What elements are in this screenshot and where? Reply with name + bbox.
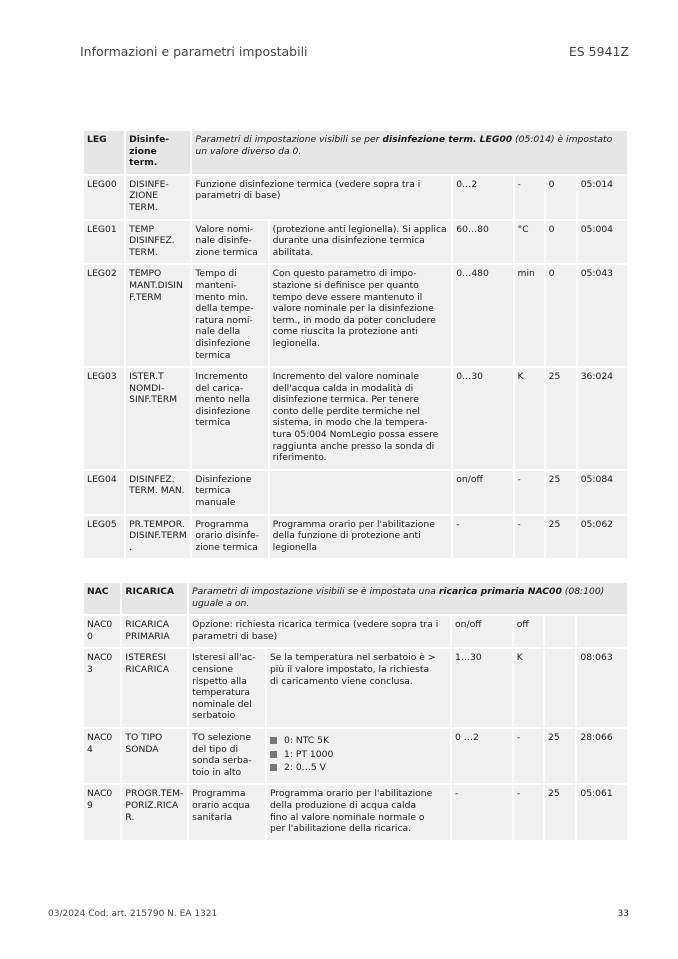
param-range: - <box>453 516 512 559</box>
group-name: Disinfe- zione term. <box>126 131 190 174</box>
table-row <box>84 616 627 647</box>
square-bullet-icon <box>270 751 277 758</box>
param-name: TEMPO MANT.DISIN F.TERM <box>126 265 190 366</box>
param-range: on/off <box>452 616 512 647</box>
param-unit: - <box>514 785 543 839</box>
param-code: LEG00 <box>84 176 124 219</box>
table-row <box>84 265 627 366</box>
param-id <box>577 616 627 647</box>
param-code: NAC04 <box>84 729 120 783</box>
param-unit: K <box>515 368 544 469</box>
table-header-row <box>84 131 627 174</box>
table-row <box>84 785 627 839</box>
param-code: LEG02 <box>84 265 124 366</box>
table-row <box>84 471 627 514</box>
param-id: 05:043 <box>578 265 627 366</box>
param-default: 0 <box>546 176 576 219</box>
param-description: Programma orario per l'abilitazione della funzione di protezione anti legionella <box>270 516 452 559</box>
param-code: LEG01 <box>84 221 124 264</box>
list-item: 2: 0…5 V <box>270 762 447 774</box>
param-unit: K <box>514 649 543 727</box>
group-code: LEG <box>84 131 124 174</box>
param-id: 05:014 <box>578 176 627 219</box>
table-row <box>84 729 627 783</box>
param-code: LEG04 <box>84 471 124 514</box>
param-name: TO TIPO SONDA <box>122 729 187 783</box>
param-description: (protezione anti legionella). Si applica durante una disinfezione termica abilitata. <box>270 221 452 264</box>
param-name: DISINFEZ. TERM. MAN. <box>126 471 190 514</box>
param-name: ISTER.T NOMDI- SINF.TERM <box>126 368 190 469</box>
param-range: 0…30 <box>453 368 512 469</box>
param-short-description: Tempo di manteni- mento min. della tempe- ratura nomi- nale della disinfezione termica <box>192 265 267 366</box>
param-range: 1…30 <box>452 649 512 727</box>
group-code: NAC <box>84 583 120 614</box>
param-unit: - <box>515 471 544 514</box>
list-item: 1: PT 1000 <box>270 749 447 761</box>
param-id: 28:066 <box>577 729 627 783</box>
param-default: 25 <box>545 729 575 783</box>
param-id: 05:061 <box>577 785 627 839</box>
param-default <box>545 616 575 647</box>
param-description: Opzione: richiesta ricarica termica (vedere sopra tra i parametri di base) <box>189 616 450 647</box>
sensor-type-options <box>270 735 447 774</box>
param-short-description: Isteresi all'ac- censione rispetto alla temperatura nominale del serbatoio <box>189 649 265 727</box>
footer-article-info: 03/2024 Cod. art. 215790 N. EA 1321 <box>48 909 218 919</box>
document-code: ES 5941Z <box>568 44 629 59</box>
primary-recharge-parameter-table <box>82 581 629 842</box>
table-row <box>84 368 627 469</box>
param-description: Incremento del valore nominale dell'acqua calda in modalità di disinfezione termica. Per tenere conto delle perdite termiche nel sistema, in modo che la tempera- tura 05:004 NomLegio possa essere raggiunta anche presso la sonda di riferimento. <box>270 368 452 469</box>
param-short-description: Programma orario disinfe- zione termica <box>192 516 267 559</box>
param-description: Funzione disinfezione termica (vedere sopra tra i parametri di base) <box>192 176 451 219</box>
list-item: 0: NTC 5K <box>270 735 447 747</box>
param-name: ISTERESI RICARICA <box>122 649 187 727</box>
param-default: 0 <box>546 265 576 366</box>
param-name: DISINFE- ZIONE TERM. <box>126 176 190 219</box>
param-id: 08:063 <box>577 649 627 727</box>
table-row <box>84 176 627 219</box>
param-name: PROGR.TEM- PORIZ.RICAR. <box>122 785 187 839</box>
param-short-description: Disinfezione termica manuale <box>192 471 267 514</box>
param-default <box>545 649 575 727</box>
param-id: 05:062 <box>578 516 627 559</box>
param-range: 0…2 <box>453 176 512 219</box>
table-row <box>84 516 627 559</box>
param-code: LEG05 <box>84 516 124 559</box>
param-code: NAC03 <box>84 649 120 727</box>
param-short-description: Programma orario acqua sanitaria <box>189 785 265 839</box>
table-header-row <box>84 583 627 614</box>
param-short-description: TO selezione del tipo di sonda serba- toio in alto <box>189 729 265 783</box>
page-header-title: Informazioni e parametri impostabili <box>80 44 308 59</box>
param-unit: - <box>515 176 544 219</box>
table-row <box>84 649 627 727</box>
group-description: Parametri di impostazione visibili se è impostata una ricarica primaria NAC00 (08:100) uguale a on. <box>189 583 627 614</box>
param-default: 0 <box>546 221 576 264</box>
param-name: PR.TEMPOR. DISINF.TERM . <box>126 516 190 559</box>
param-default: 25 <box>545 785 575 839</box>
param-id: 05:084 <box>578 471 627 514</box>
param-range: on/off <box>453 471 512 514</box>
param-unit: - <box>515 516 544 559</box>
param-id: 05:004 <box>578 221 627 264</box>
param-unit: off <box>514 616 543 647</box>
param-name: RICARICA PRIMARIA <box>122 616 187 647</box>
param-description: Se la temperatura nel serbatoio è > più il valore impostato, la richiesta di caricamento viene conclusa. <box>267 649 450 727</box>
group-name: RICARICA <box>122 583 187 614</box>
table-row <box>84 221 627 264</box>
legionella-parameter-table <box>82 129 629 560</box>
param-options <box>267 729 450 783</box>
param-id: 36:024 <box>578 368 627 469</box>
param-unit: min <box>515 265 544 366</box>
param-range: - <box>452 785 512 839</box>
param-code: NAC09 <box>84 785 120 839</box>
param-description: Con questo parametro di impo- stazione si definisce per quanto tempo deve essere mantenuto il valore nominale per la disinfezione term., in modo da poter concludere come riuscita la protezione anti legionella. <box>270 265 452 366</box>
param-unit: °C <box>515 221 544 264</box>
group-description: Parametri di impostazione visibili se per disinfezione term. LEG00 (05:014) è impostato un valore diverso da 0. <box>192 131 627 174</box>
param-range: 60…80 <box>453 221 512 264</box>
param-default: 25 <box>546 368 576 469</box>
param-range: 0 …2 <box>452 729 512 783</box>
param-unit: - <box>514 729 543 783</box>
param-short-description: Valore nomi- nale disinfe- zione termica <box>192 221 267 264</box>
param-default: 25 <box>546 471 576 514</box>
param-description: Programma orario per l'abilitazione della produzione di acqua calda fino al valore nominale normale o per l'abilitazione della ricarica. <box>267 785 450 839</box>
page-number: 33 <box>617 909 629 919</box>
square-bullet-icon <box>270 737 277 744</box>
param-default: 25 <box>546 516 576 559</box>
param-description <box>270 471 452 514</box>
param-range: 0…480 <box>453 265 512 366</box>
param-code: NAC00 <box>84 616 120 647</box>
square-bullet-icon <box>270 764 277 771</box>
param-name: TEMP DISINFEZ. TERM. <box>126 221 190 264</box>
param-code: LEG03 <box>84 368 124 469</box>
param-short-description: Incremento del carica- mento nella disinfezione termica <box>192 368 267 469</box>
